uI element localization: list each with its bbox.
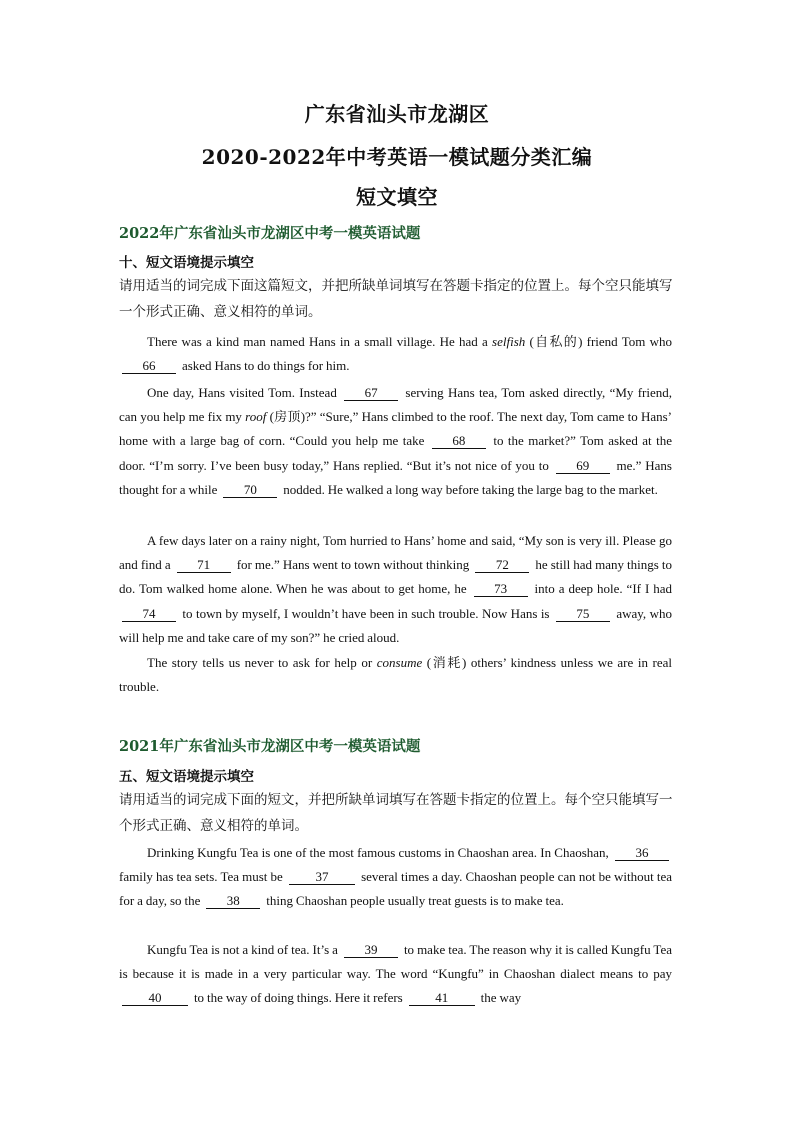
document-title-years: 2020-2022年中考英语一模试题分类汇编 bbox=[201, 145, 593, 169]
blank-39: 39 bbox=[344, 943, 398, 958]
blank-36: 36 bbox=[615, 846, 669, 861]
glossed-word: consume bbox=[376, 655, 423, 670]
blank-37: 37 bbox=[289, 870, 355, 885]
text: The story tells us never to ask for help or bbox=[147, 655, 377, 670]
blank-67: 67 bbox=[344, 386, 398, 401]
text: serving Hans tea, Tom asked directly, “My friend, can you help me fix my bbox=[119, 385, 672, 425]
passage-2022-paragraph-2 bbox=[119, 381, 672, 502]
section-2021-instruction: 请用适当的词完成下面的短文，并把所缺单词填写在答题卡指定的位置上。每个空只能填写一个形式正确、意义相符的单词。 bbox=[119, 792, 673, 834]
glossed-word: roof bbox=[245, 409, 267, 425]
text: thing Chaoshan people usually treat guests is to make tea. bbox=[263, 893, 564, 908]
section-2021-subheading: 五、短文语境提示填空 bbox=[119, 769, 254, 785]
text: Drinking Kungfu Tea is one of the most famous customs in Chaoshan area. In Chaoshan, bbox=[147, 845, 612, 860]
text: to the way of doing things. Here it refers bbox=[191, 990, 406, 1005]
blank-70: 70 bbox=[223, 483, 277, 498]
blank-75: 75 bbox=[556, 607, 610, 622]
text: nodded. He walked a long way before taking the large bag to the market. bbox=[280, 481, 658, 497]
blank-41: 41 bbox=[409, 991, 475, 1006]
text: family has tea sets. Tea must be bbox=[119, 869, 286, 884]
blank-66: 66 bbox=[122, 359, 176, 374]
text: into a deep hole. “If I had bbox=[530, 581, 673, 597]
document-title-topic: 短文填空 bbox=[356, 185, 438, 209]
text: for me.” Hans went to town without thinking bbox=[233, 557, 473, 573]
passage-2021-paragraph-2 bbox=[119, 938, 672, 1010]
text: There was a kind man named Hans in a small village. He had a bbox=[147, 334, 493, 349]
glossed-word: selfish bbox=[492, 334, 526, 349]
text: the way bbox=[477, 990, 522, 1005]
text: A few days later on a rainy night, Tom hurried to Hans’ home and said, “My son is very ill. Please go and find a bbox=[119, 533, 672, 573]
blank-68: 68 bbox=[432, 434, 486, 449]
text: (自私的) friend Tom who bbox=[525, 334, 672, 349]
section-2021-heading: 2021年广东省汕头市龙湖区中考一模英语试题 bbox=[119, 738, 421, 755]
passage-2021-paragraph-1 bbox=[119, 841, 672, 913]
text: away, who will help me and take care of my son?” he cried aloud. bbox=[119, 605, 672, 645]
blank-40: 40 bbox=[122, 991, 188, 1006]
passage-2022-paragraph-1 bbox=[119, 330, 672, 378]
text: he still had many things to do. Tom walked home alone. When he was about to get home, he bbox=[119, 557, 672, 597]
blank-74: 74 bbox=[122, 607, 176, 622]
text: me.” Hans thought for a while bbox=[119, 457, 672, 497]
text: One day, Hans visited Tom. Instead bbox=[147, 385, 342, 400]
text: to town by myself, I wouldn’t have been in such trouble. Now Hans is bbox=[179, 605, 553, 621]
text: several times a day. Chaoshan people can not be without tea for a day, so the bbox=[119, 869, 672, 908]
blank-38: 38 bbox=[206, 894, 260, 909]
passage-2022-paragraph-4 bbox=[119, 651, 672, 699]
text: (房顶)?” “Sure,” Hans climbed to the roof. The next day, Tom came to Hans’ home with a large bag of corn. “Could you help me take bbox=[119, 409, 672, 449]
text: to the market?” Tom asked at the door. “I’m sorry. I’ve been busy today,” Hans replied. “But it’s not nice of you to bbox=[119, 433, 672, 473]
section-2022-instruction: 请用适当的词完成下面这篇短文，并把所缺单词填写在答题卡指定的位置上。每个空只能填写一个形式正确、意义相符的单词。 bbox=[119, 278, 673, 320]
blank-73: 73 bbox=[474, 582, 528, 597]
blank-69: 69 bbox=[556, 459, 610, 474]
text: Kungfu Tea is not a kind of tea. It’s a bbox=[147, 942, 341, 957]
text: asked Hans to do things for him. bbox=[179, 358, 350, 374]
passage-2022-paragraph-3 bbox=[119, 529, 672, 650]
blank-71: 71 bbox=[177, 558, 231, 573]
section-2022-subheading: 十、短文语境提示填空 bbox=[119, 255, 254, 271]
section-2022-heading: 2022年广东省汕头市龙湖区中考一模英语试题 bbox=[119, 225, 421, 242]
text: (消耗) others’ kindness unless we are in real trouble. bbox=[119, 655, 672, 695]
blank-72: 72 bbox=[475, 558, 529, 573]
document-title-region: 广东省汕头市龙湖区 bbox=[304, 102, 490, 126]
text: to make tea. The reason why it is called Kungfu Tea is because it is made in a very particular way. The word “Kungfu” in Chaoshan dialect means to pay bbox=[119, 942, 672, 981]
